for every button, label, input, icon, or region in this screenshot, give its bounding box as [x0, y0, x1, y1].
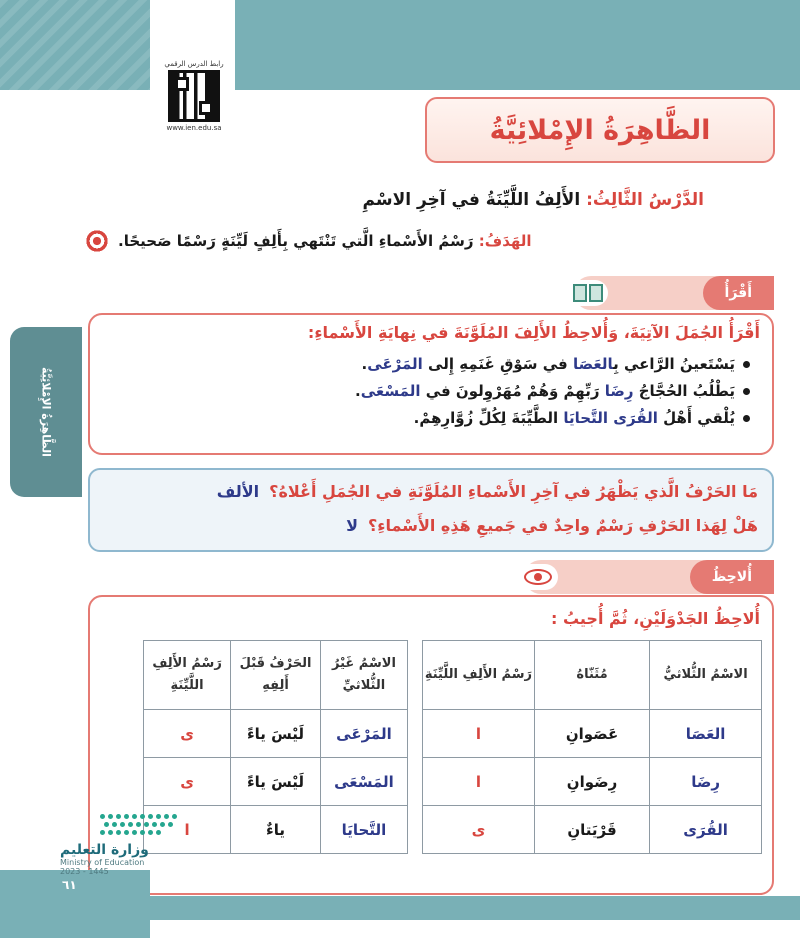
table-header: رَسْمُ الأَلِفِ اللَّيِّنَةِ: [144, 641, 231, 710]
observe-tab-label: أُلاحِظُ: [690, 560, 774, 594]
page-title: الظَّاهِرَةُ الإِمْلائِيَّةُ: [489, 114, 711, 146]
ministry-name-en: Ministry of Education: [60, 858, 145, 867]
lesson-title: الأَلِفُ اللَّيِّنَةُ في آخِرِ الاسْمِ: [362, 190, 581, 210]
eye-icon: [524, 569, 552, 585]
goal-text: رَسْمُ الأَسْماءِ الَّتي تَنْتَهي بِأَلِفٍ لَيِّنَةٍ رَسْمًا صَحيحًا.: [118, 232, 474, 250]
table-header: مُثَنّاهُ: [534, 641, 649, 710]
table-cell: ى: [423, 806, 535, 854]
ministry-year: 2023 - 1445: [60, 867, 109, 876]
qr-url: www.ien.edu.sa: [166, 124, 222, 132]
decorative-pattern: [0, 0, 150, 90]
table-cell: ا: [144, 806, 231, 854]
book-icon-wrap: [568, 280, 608, 306]
table-cell: ا: [423, 710, 535, 758]
table-header: رَسْمُ الأَلِفِ اللَّيِّنَةِ: [423, 641, 535, 710]
side-tab[interactable]: [10, 327, 82, 497]
table-cell: عَصَوانِ: [534, 710, 649, 758]
table-cell: المَسْعَى: [320, 758, 407, 806]
answer-2[interactable]: لا: [346, 516, 359, 535]
table-cell: رِضَوانِ: [534, 758, 649, 806]
table-cell: لَيْسَ ياءً: [231, 710, 321, 758]
table-cell: ى: [144, 758, 231, 806]
observe-tab: [524, 560, 774, 594]
question-1: مَا الحَرْفُ الَّذي يَظْهَرُ في آخِرِ الأَسْماءِ المُلَوَّنَةِ في الجُمَلِ أَعْلاهُ؟الألف: [216, 482, 758, 501]
bottom-band: [0, 896, 800, 920]
table-cell: ا: [423, 758, 535, 806]
book-icon: [573, 284, 603, 302]
table-cell: لَيْسَ ياءً: [231, 758, 321, 806]
goal-label: الهَدَفُ:: [478, 232, 532, 250]
side-tab-label: الظَّاهِرَةُ الإِمْلائِيَّةُ: [39, 367, 53, 457]
lesson-heading: [104, 190, 704, 210]
read-tab: [574, 276, 774, 310]
table-row: [423, 806, 762, 854]
table-row: [144, 806, 408, 854]
question-box: [88, 468, 774, 552]
table-header: الاسْمُ الثُّلاثيُّ: [650, 641, 762, 710]
eye-icon-wrap: [518, 564, 558, 590]
top-band: [0, 0, 800, 90]
table-row: [423, 758, 762, 806]
table-cell: القُرَى: [650, 806, 762, 854]
list-item: يَطْلُبُ الحُجَّاجُ رِضَا رَبِّهِمْ وَهُمْ مُهَرْوِلونَ في المَسْعَى.: [355, 382, 750, 400]
goal-line: [84, 228, 704, 254]
title-banner: [425, 97, 775, 163]
table-cell: ياءٌ: [231, 806, 321, 854]
lesson-prefix: الدَّرْسُ الثَّالِثُ:: [586, 190, 704, 210]
qr-code-icon[interactable]: [168, 70, 220, 122]
table-cell: قَرْيَتانِ: [534, 806, 649, 854]
sentence-list: [355, 355, 750, 436]
table-cell: رِضَا: [650, 758, 762, 806]
table-cell: ى: [144, 710, 231, 758]
table-cell: المَرْعَى: [320, 710, 407, 758]
table-cell: العَصَا: [650, 710, 762, 758]
table-triliteral: [422, 640, 762, 854]
ministry-dots-icon: [60, 810, 180, 840]
observe-instruction: أُلاحِظُ الجَدْوَلَيْنِ، ثُمَّ أُجيبُ :: [550, 609, 760, 628]
read-instruction: أَقْرَأُ الجُمَلَ الآتِيَةَ، وَأُلاحِظُ الأَلِفَ المُلَوَّنَةَ في نِهايَةِ الأَسْماءِ:: [307, 323, 760, 342]
read-tab-label: أَقْرَأُ: [703, 276, 774, 310]
table-row: [144, 710, 408, 758]
answer-1[interactable]: الألف: [216, 482, 260, 501]
list-item: يَسْتَعينُ الرَّاعي بِالعَصَا في سَوْقِ غَنَمِهِ إِلى المَرْعَى.: [355, 355, 750, 373]
ministry-name-ar: وزارة التعليم: [60, 842, 149, 858]
table-row: [423, 710, 762, 758]
table-header-row: [423, 641, 762, 710]
table-non-triliteral: [143, 640, 408, 854]
target-icon: [84, 228, 110, 254]
question-2: هَلْ لِهَذا الحَرْفِ رَسْمٌ واحِدٌ في جَميعِ هَذِهِ الأَسْماءِ؟لا: [346, 516, 758, 535]
table-row: [144, 758, 408, 806]
read-box: [88, 313, 774, 455]
table-header-row: [144, 641, 408, 710]
table-header: الاسْمُ غَيْرُ الثُّلاثيِّ: [320, 641, 407, 710]
qr-code-block[interactable]: [158, 60, 230, 160]
table-header: الحَرْفُ قَبْلَ أَلِفِهِ: [231, 641, 321, 710]
table-cell: التَّحايَا: [320, 806, 407, 854]
list-item: يُلْقي أَهْلُ القُرَى التَّحايَا الطَّيِّبَةَ لِكُلِّ زُوَّارِهِمْ.: [355, 409, 750, 427]
qr-label: رابط الدرس الرقمي: [164, 60, 224, 68]
ministry-logo: [60, 810, 180, 880]
page-number: ٦١: [62, 878, 77, 892]
